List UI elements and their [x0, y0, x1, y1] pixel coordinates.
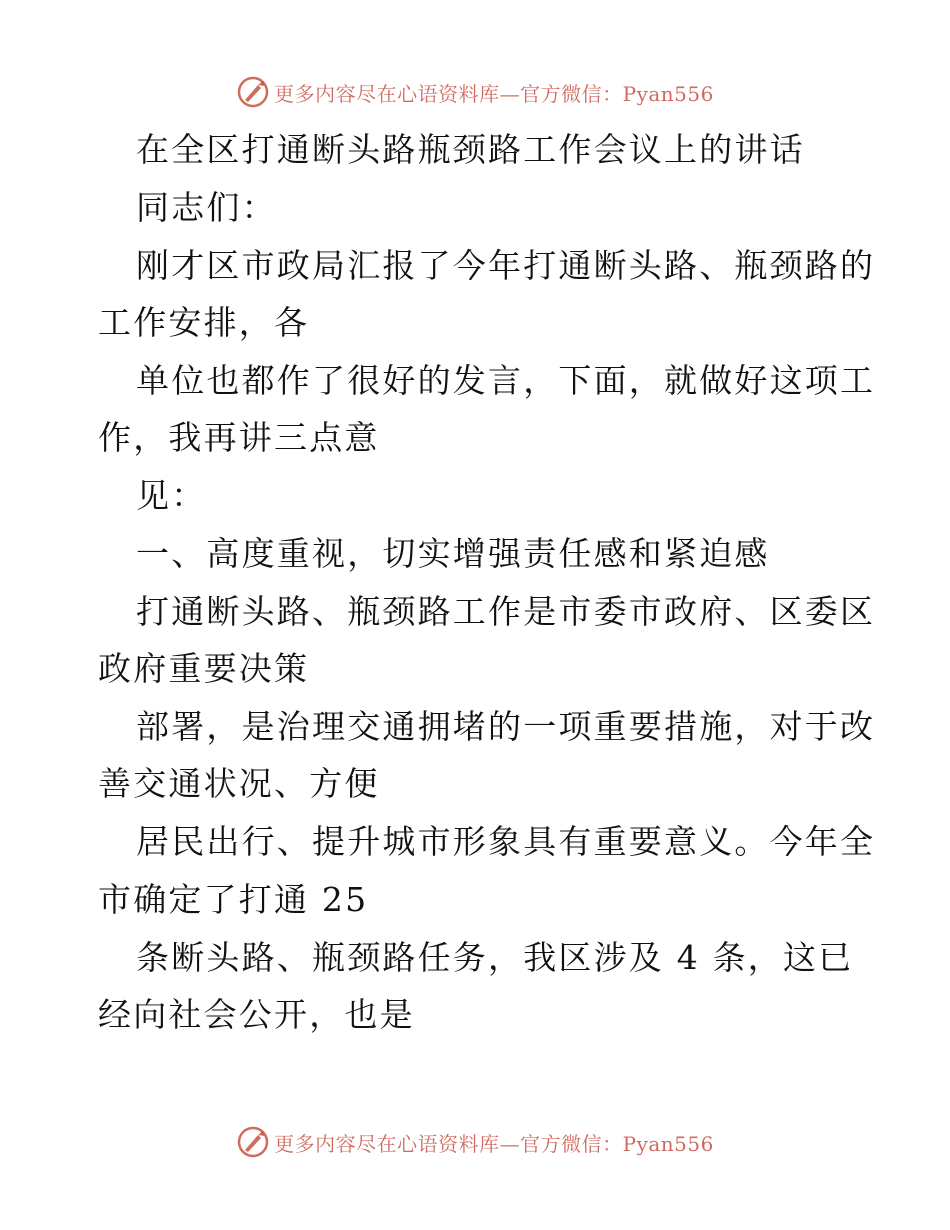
- paragraph-line: 打通断头路、瓶颈路工作是市委市政府、区委区: [136, 592, 876, 631]
- quill-pen-logo-icon: [236, 75, 270, 109]
- watermark-text: 更多内容尽在心语资料库—官方微信：Pyan556: [274, 1131, 714, 1156]
- paragraph-line: 善交通状况、方便: [98, 764, 380, 803]
- paragraph-line: 市确定了打通 25: [98, 880, 369, 919]
- watermark-header: [0, 72, 950, 112]
- document-title: 在全区打通断头路瓶颈路工作会议上的讲话: [136, 130, 805, 169]
- section-heading: 一、高度重视，切实增强责任感和紧迫感: [136, 534, 770, 573]
- paragraph-line: 居民出行、提升城市形象具有重要意义。今年全: [136, 822, 876, 861]
- salutation: 同志们：: [136, 188, 277, 227]
- paragraph-line: 单位也都作了很好的发言，下面，就做好这项工: [136, 361, 876, 400]
- paragraph-line: 作，我再讲三点意: [98, 418, 380, 457]
- paragraph-line: 经向社会公开，也是: [98, 995, 415, 1034]
- watermark-text: 更多内容尽在心语资料库—官方微信：Pyan556: [274, 81, 714, 106]
- quill-pen-logo-icon: [236, 1125, 270, 1159]
- paragraph-line: 条断头路、瓶颈路任务，我区涉及 4 条，这已: [136, 938, 854, 977]
- paragraph-line: 见：: [136, 476, 207, 515]
- watermark-footer: [0, 1122, 950, 1162]
- paragraph-line: 刚才区市政局汇报了今年打通断头路、瓶颈路的: [136, 246, 876, 285]
- paragraph-line: 政府重要决策: [98, 649, 310, 688]
- paragraph-line: 部署，是治理交通拥堵的一项重要措施，对于改: [136, 707, 876, 746]
- paragraph-line: 工作安排，各: [98, 303, 310, 342]
